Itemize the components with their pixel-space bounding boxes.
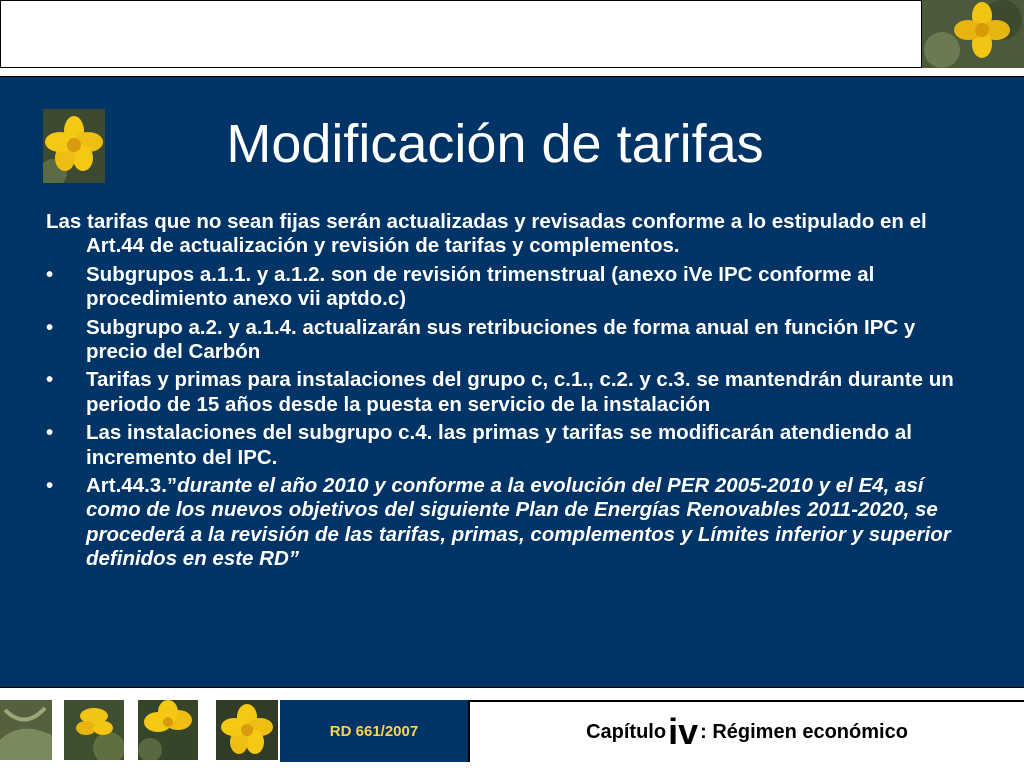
intro-paragraph: Las tarifas que no sean fijas serán actualizadas y revisadas conforme a lo estipulado en el Art.44 de actualización y revisión de tarifas y complementos.	[46, 210, 927, 258]
slide-body	[46, 210, 966, 576]
bullet-item	[46, 368, 966, 417]
chapter-label	[468, 700, 1024, 762]
header-bar	[0, 0, 922, 68]
bullet-item	[46, 263, 966, 312]
bullet-marker: •	[46, 262, 54, 286]
flower-thumbnail-icon	[43, 109, 105, 183]
bullet-text: Subgrupo a.2. y a.1.4. actualizarán sus retribuciones de forma anual en función IPC y precio del Carbón	[86, 315, 916, 364]
chapter-number: iv	[668, 711, 699, 752]
footer-photo-3	[138, 700, 198, 760]
bullet-item	[46, 316, 966, 365]
footer-photo-4	[216, 700, 278, 760]
bullet-marker: •	[46, 474, 54, 498]
slide-title: Modificación de tarifas	[226, 114, 764, 174]
chapter-word: Capítulo	[586, 720, 667, 743]
bullet-marker: •	[46, 421, 54, 445]
decree-text: RD 661/2007	[329, 722, 419, 740]
bullet-text: Tarifas y primas para instalaciones del grupo c, c.1., c.2. y c.3. se mantendrán durante un periodo de 15 años desde la puesta en servicio de la instalación	[86, 368, 954, 416]
bullet-text: Subgrupos a.1.1. y a.1.2. son de revisión trimenstrual (anexo iVe IPC conforme al procedimiento anexo vii aptdo.c)	[86, 262, 875, 311]
bullet-item	[46, 474, 966, 572]
bullet-item	[46, 421, 966, 470]
footer-photo-2	[64, 700, 124, 760]
chapter-title: : Régimen económico	[700, 720, 908, 743]
bullet-marker: •	[46, 368, 54, 392]
article-quote: durante el año 2010 y conforme a la evolución del PER 2005-2010 y el E4, así como de los nuevos objetivos del siguiente Plan de Energías Renovables 2011-2020, se procederá a la revisión de las tarifas, primas, complementos y Límites inferior y superior definidos en este RD”	[86, 474, 951, 571]
bullet-text: Las instalaciones del subgrupo c.4. las primas y tarifas se modificarán atendiendo al incremento del IPC.	[86, 421, 912, 469]
article-reference: Art.44.3.”	[86, 474, 178, 498]
bullet-marker: •	[46, 315, 54, 339]
decree-label	[280, 700, 468, 762]
footer-photo-1	[0, 700, 52, 760]
flower-photo-top	[922, 0, 1024, 68]
